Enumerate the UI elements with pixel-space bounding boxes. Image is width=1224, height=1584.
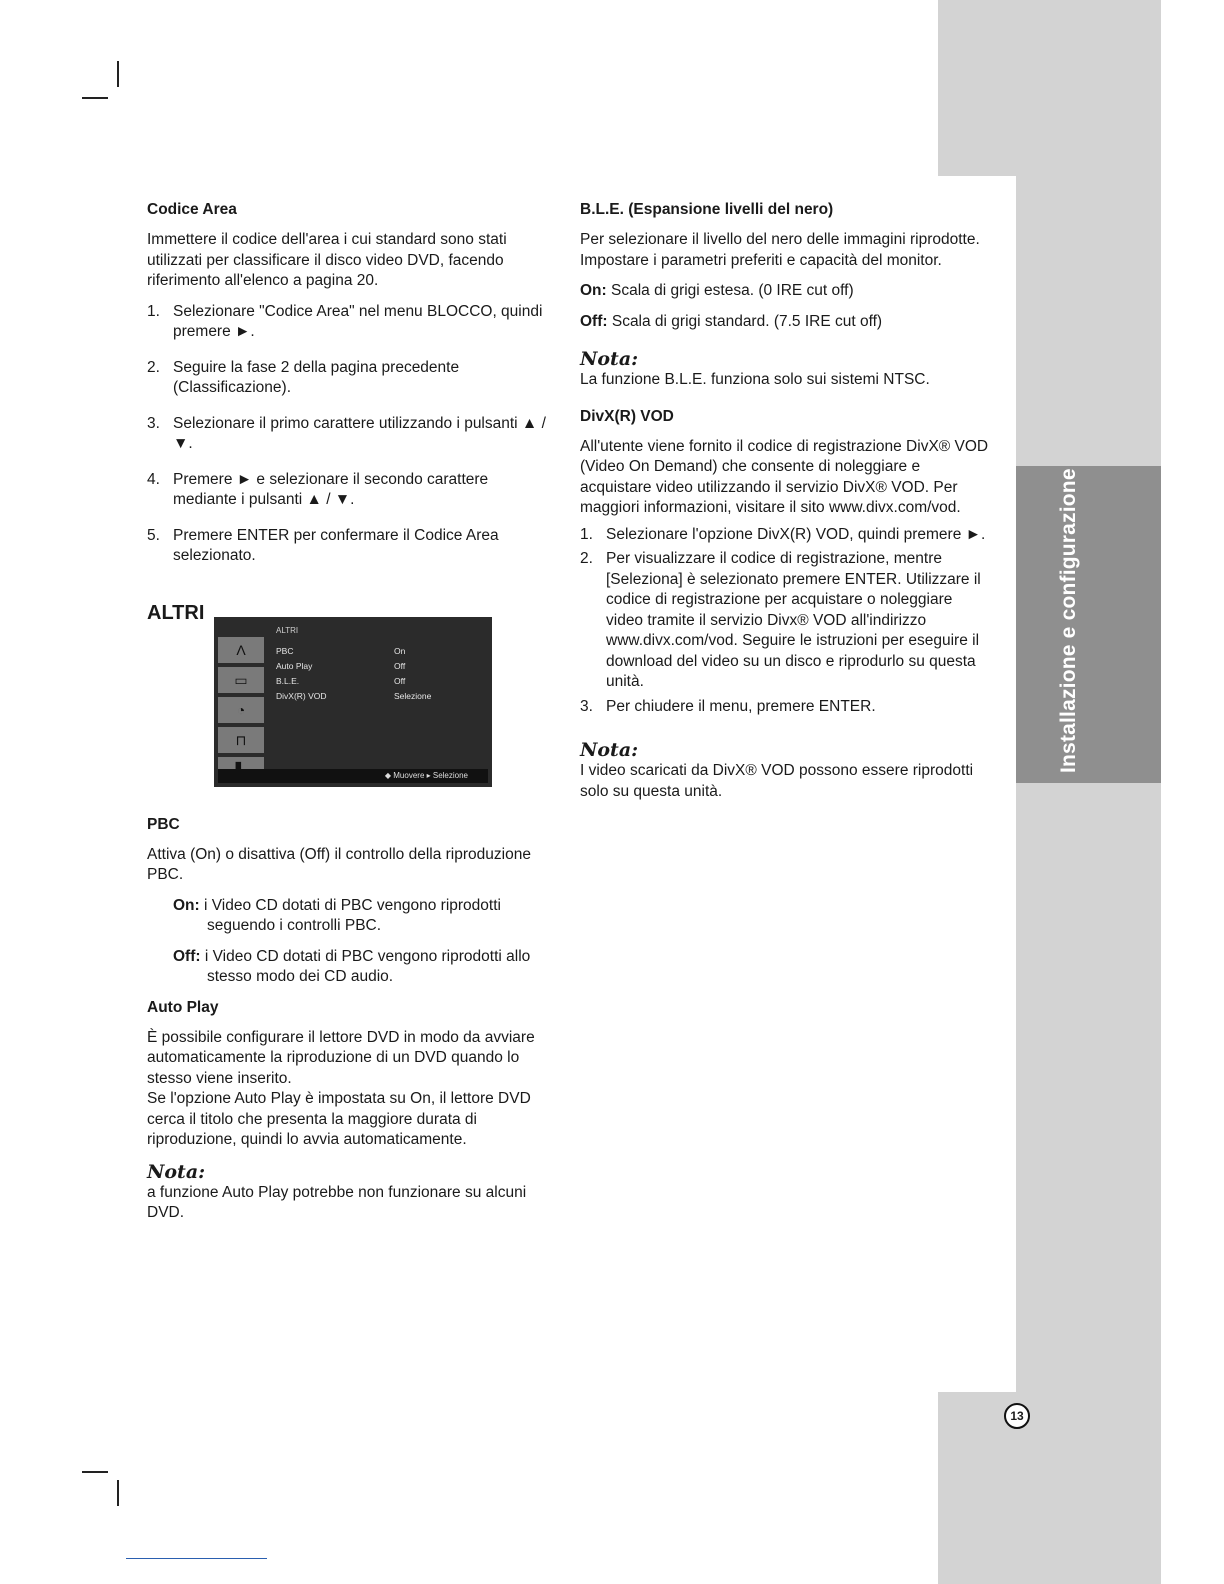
osd-row-label: PBC [276,645,294,656]
auto-play-text-1: È possibile configurare il lettore DVD in modo da avviare automaticamente la riproduzione di un DVD quando lo stesso viene inserito. [147,1028,535,1087]
list-item [147,358,552,399]
language-icon: Λ [218,637,264,663]
ble-off-text: Scala di grigi standard. (7.5 IRE cut off) [607,312,883,330]
step-text: Selezionare "Codice Area" nel menu BLOCCO, quindi premere ►. [173,302,543,340]
step-text: Selezionare l'opzione DivX(R) VOD, quindi premere ►. [606,525,986,543]
ble-off-term: Off: [580,312,608,330]
crop-mark-top-left-h [82,97,108,99]
footer-rule [126,1558,267,1559]
step-number: 2. [147,358,160,376]
step-text: Premere ► e selezionare il secondo carattere mediante i pulsanti ▲ / ▼. [173,470,489,508]
sidebar-background [938,0,1161,176]
step-number: 3. [580,697,593,715]
divx-intro: All'utente viene fornito il codice di registrazione DivX® VOD (Video On Demand) che consente di noleggiare e acquistare video utilizzando il servizio DivX® VOD. Per maggiori informazioni, visitare il sito www.divx.com/vod. [580,437,989,516]
pbc-off-term: Off: [173,947,201,965]
auto-play-text-2: Se l'opzione Auto Play è impostata su On, il lettore DVD cerca il titolo che presenta la maggiore durata di riproduzione, quindi lo avvia automaticamente. [147,1090,531,1148]
codice-area-heading: Codice Area [147,201,237,218]
auto-play-heading: Auto Play [147,998,219,1016]
step-number: 1. [147,302,160,320]
divx-steps [580,525,990,718]
divx-nota-label: Nota: [580,739,639,761]
step-text: Per chiudere il menu, premere ENTER. [606,697,876,715]
osd-icon-column [218,637,268,787]
crop-mark-bottom-left-h [82,1471,108,1473]
divx-nota-text: I video scaricati da DivX® VOD possono essere riprodotti solo su questa unità. [580,762,974,800]
osd-row-value: Off [394,675,406,686]
step-text: Selezionare il primo carattere utilizzando i pulsanti ▲ / ▼. [173,414,546,452]
ble-off-definition [580,312,990,333]
step-text: Seguire la fase 2 della pagina precedente (Classificazione). [173,358,460,396]
pbc-intro: Attiva (On) o disattiva (Off) il controllo della riproduzione PBC. [147,845,531,883]
divx-heading: DivX(R) VOD [580,407,674,425]
pbc-off-definition [147,947,552,988]
audio-icon: ◔ [218,697,264,723]
ble-nota-label: Nota: [580,348,639,370]
section-tab [1016,466,1161,783]
list-item [580,697,990,718]
list-item [580,525,990,546]
step-number: 2. [580,550,593,567]
osd-row-label: DivX(R) VOD [276,690,327,701]
list-item [580,549,990,693]
display-icon: ▭ [218,667,264,693]
osd-row-label: Auto Play [276,660,313,671]
osd-menu-screenshot [214,617,492,787]
ble-on-text: Scala di grigi estesa. (0 IRE cut off) [606,282,854,299]
right-column [580,200,990,812]
osd-row-value: Off [394,660,406,671]
altri-title: ALTRI [147,601,205,624]
step-number: 3. [147,414,160,432]
osd-row-label: B.L.E. [276,675,300,686]
ble-nota-text: La funzione B.L.E. funziona solo sui sistemi NTSC. [580,371,930,388]
sidebar-background-bottom [938,1392,1161,1584]
codice-area-intro: Immettere il codice dell'area i cui standard sono stati utilizzati per classificare il disco video DVD, facendo riferimento all'elenco a pagina 20. [147,231,507,289]
list-item [147,414,552,455]
osd-footer-text: ◆ Muovere ▸ Selezione [384,770,468,780]
ble-on-term: On: [580,282,607,299]
left-column [147,200,552,1234]
osd-title: ALTRI [276,625,299,635]
page-number: 13 [1004,1403,1030,1429]
pbc-on-definition [147,896,552,937]
osd-footer [218,769,488,783]
step-number: 1. [580,525,593,543]
auto-play-nota-text: a funzione Auto Play potrebbe non funzionare su alcuni DVD. [147,1183,527,1221]
osd-row-divx [276,686,486,707]
sidebar-strip [1016,176,1161,1392]
list-item [147,470,552,511]
step-number: 4. [147,470,160,488]
step-number: 5. [147,526,160,544]
ble-heading: B.L.E. (Espansione livelli del nero) [580,201,834,218]
osd-row-value: On [394,645,406,656]
osd-row-value: Selezione [394,690,432,701]
pbc-on-text: i Video CD dotati di PBC vengono riprodotti seguendo i controlli PBC. [199,896,501,934]
step-text: Premere ENTER per confermare il Codice Area selezionato. [173,526,499,564]
section-tab-label: Installazione e configurazione [1057,468,1080,773]
step-text: Per visualizzare il codice di registrazione, mentre [Seleziona] è selezionato premere ENTER. Utilizzare il codice di registrazione per acquistare o noleggiare video tramite il servizio Divx® VOD all'indirizzo www.divx.com/vod. Seguire le istruzioni per eseguire il download del video su un disco e riprodurlo su questa unità. [606,550,981,690]
crop-mark-bottom-left-v [117,1480,119,1506]
list-item [147,302,552,343]
lock-icon: ⊓ [218,727,264,753]
codice-area-steps [147,302,552,567]
crop-mark-top-left-v [117,61,119,87]
ble-intro: Per selezionare il livello del nero delle immagini riprodotte. Impostare i parametri preferiti e capacità del monitor. [580,231,980,269]
ble-on-definition [580,281,990,302]
pbc-on-term: On: [173,896,200,914]
list-item [147,526,552,567]
auto-play-nota-label: Nota: [147,1160,206,1183]
pbc-heading: PBC [147,815,180,833]
pbc-off-text: i Video CD dotati di PBC vengono riprodotti allo stesso modo dei CD audio. [200,947,531,985]
